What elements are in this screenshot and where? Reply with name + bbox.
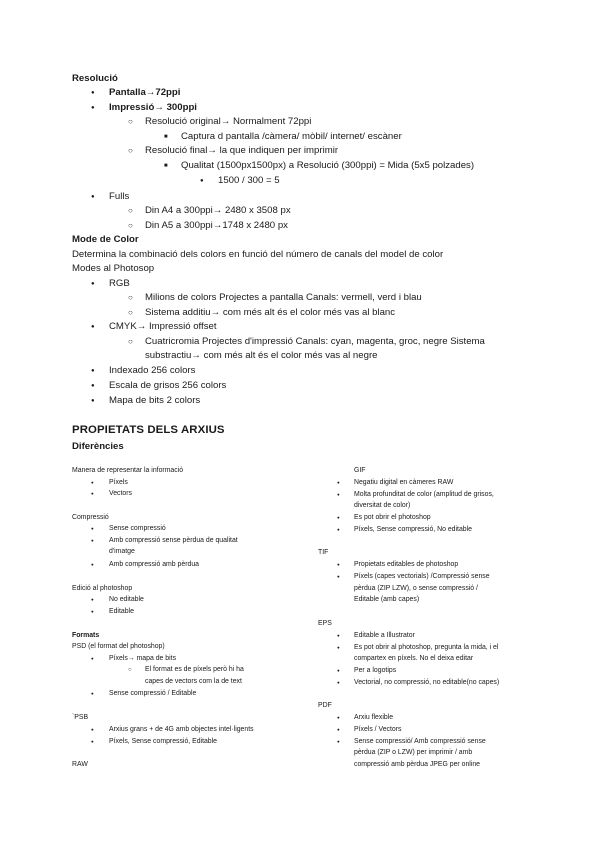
pdf-item-1: Arxiu flexible (354, 714, 394, 721)
calc-item: 1500 / 300 = 5 (218, 175, 280, 186)
bullet (91, 595, 94, 607)
bullet (91, 560, 94, 572)
edicio-label: Edició al photoshop (72, 585, 133, 592)
pdf-label: PDF (318, 702, 332, 709)
bullet (91, 725, 94, 737)
bullet (337, 631, 340, 643)
formats-heading: Formats (72, 632, 100, 639)
bullet (128, 291, 133, 306)
psb-item-2: Píxels, Sense compressió, Editable (109, 738, 218, 745)
bullet (337, 572, 340, 584)
tif-label: TIF (318, 549, 329, 556)
bullet (128, 144, 133, 159)
bullet (337, 478, 340, 490)
bullet (91, 86, 95, 101)
gif-item-2a: Molta profunditat de color (amplitud de grisos, (354, 491, 494, 498)
bullet (164, 159, 168, 174)
no-editable-item: No editable (109, 596, 144, 603)
final-item: Resolució final→ la que indiquen per imprimir (145, 145, 339, 156)
psd-pixels-item: Píxels→ mapa de bits (109, 655, 177, 662)
psd-sub-b: capes de vectors com la de text (145, 678, 242, 685)
indexado-item: Indexado 256 colors (109, 365, 196, 376)
propietats-title: PROPIETATS DELS ARXIUS (72, 424, 225, 436)
tif-item-2a: Píxels (capes vectorials) /Compressió sense (354, 573, 490, 580)
bullet (91, 394, 95, 409)
bullet (91, 379, 95, 394)
tif-item-2b: pèrdua (ZIP LZW), o sense compressió / (354, 585, 478, 592)
eps-item-4: Vectorial, no compressió, no editable(no capes) (354, 679, 500, 686)
bullet (337, 490, 340, 502)
pdf-item-3c: compressió amb pèrdua JPEG per online (354, 761, 481, 768)
eps-item-2a: Es pot obrir al photoshop, pregunta la mida, i el (354, 644, 499, 651)
bits-item: Mapa de bits 2 colors (109, 395, 201, 406)
bullet (91, 689, 94, 701)
bullet (337, 666, 340, 678)
amb-perdua-item: Amb compressió amb pèrdua (109, 561, 200, 568)
tif-item-1: Propietats editables de photoshop (354, 561, 459, 568)
tif-item-2c: Editable (amb capes) (354, 596, 420, 603)
pixels-item: Píxels (109, 479, 128, 486)
pantalla-item: Pantalla→72ppi (109, 87, 181, 98)
gif-item-3: Es pot obrir el photoshop (354, 514, 431, 521)
cmyk-desc-a: Cuatricromia Projectes d'impressió Canals: cyan, magenta, groc, negre Sistema (145, 336, 485, 347)
gif-label: GIF (354, 467, 366, 474)
cmyk-desc-b: substractiu→ com més alt és el color més vas al negre (145, 350, 378, 361)
pdf-item-2: Píxels / Vectors (354, 726, 402, 733)
psb-item-1: Arxius grans + de 4G amb objectes intel·ligents (109, 726, 254, 733)
bullet (200, 174, 204, 189)
bullet (128, 335, 133, 350)
diferencies-heading: Diferències (72, 441, 124, 452)
bullet (337, 525, 340, 537)
bullet (337, 713, 340, 725)
bullet (128, 306, 133, 321)
bullet (91, 478, 94, 490)
bullet (91, 364, 95, 379)
cmyk-item: CMYK→ Impressió offset (109, 321, 217, 332)
gif-item-4: Píxels, Sense compressió, No editable (354, 526, 472, 533)
grisos-item: Escala de grisos 256 colors (109, 380, 227, 391)
pdf-item-3b: pèrdua (ZIP o LZW) per imprimir / amb (354, 749, 473, 756)
rgb-item: RGB (109, 278, 130, 289)
bullet (91, 536, 94, 548)
bullet (91, 277, 95, 292)
bullet (164, 130, 168, 145)
bullet (91, 607, 94, 619)
pdf-item-3a: Sense compressió/ Amb compressió sense (354, 738, 486, 745)
mode-heading: Mode de Color (72, 234, 139, 245)
eps-item-2b: compartex en píxels. No el deixa editar (354, 655, 474, 662)
rgb-desc-1: Milions de colors Projectes a pantalla Canals: vermell, verd i blau (145, 292, 422, 303)
compressio-label: Compressió (72, 514, 109, 521)
gif-item-2b: diversitat de color) (354, 502, 411, 509)
fulls-item: Fulls (109, 191, 130, 202)
manera-label: Manera de representar la informació (72, 467, 184, 474)
eps-item-3: Per a logotips (354, 667, 397, 674)
mode-desc: Determina la combinació dels colors en funció del número de canals del model de color (72, 249, 444, 260)
qualitat-item: Qualitat (1500px1500px) a Resolució (300ppi) = Mida (5x5 polzades) (181, 160, 475, 171)
bullet (128, 115, 133, 130)
psd-label: PSD (el format del photoshop) (72, 643, 165, 650)
bullet (337, 725, 340, 737)
bullet (128, 204, 133, 219)
bullet (91, 524, 94, 536)
eps-item-1: Editable a Illustrator (354, 632, 415, 639)
raw-label: RAW (72, 761, 88, 768)
bullet (337, 737, 340, 749)
bullet (337, 678, 340, 690)
rgb-desc-2: Sistema additiu→ com més alt és el color més vas al blanc (145, 307, 396, 318)
modes-title: Modes al Photosop (72, 263, 155, 274)
bullet (91, 489, 94, 501)
bullet (128, 665, 132, 676)
captura-item: Captura d pantalla /càmera/ mòbil/ internet/ escàner (181, 131, 402, 142)
resolucio-heading: Resolució (72, 73, 118, 84)
bullet (337, 513, 340, 525)
eps-label: EPS (318, 620, 332, 627)
bullet (91, 654, 94, 666)
psd-sense-item: Sense compressió / Editable (109, 690, 197, 697)
bullet (91, 737, 94, 749)
bullet (128, 219, 133, 234)
a5-item: Din A5 a 300ppi→1748 x 2480 px (145, 220, 288, 231)
psd-sub-a: El format es de píxels però hi ha (145, 666, 244, 673)
editable-item: Editable (109, 608, 134, 615)
bullet (337, 643, 340, 655)
impressio-item: Impressió→ 300ppi (109, 102, 197, 113)
bullet (91, 320, 95, 335)
psb-label: `PSB (72, 714, 89, 721)
bullet (91, 190, 95, 205)
a4-item: Din A4 a 300ppi→ 2480 x 3508 px (145, 205, 291, 216)
vectors-item: Vectors (109, 490, 132, 497)
amb-sense-perdua-b: d'imatge (109, 548, 135, 555)
sense-item: Sense compressió (109, 525, 166, 532)
bullet (337, 560, 340, 572)
gif-item-1: Negatiu digital en càmeres RAW (354, 479, 454, 486)
amb-sense-perdua-a: Amb compressió sense pèrdua de qualitat (109, 537, 238, 544)
bullet (91, 101, 95, 116)
original-item: Resolució original→ Normalment 72ppi (145, 116, 312, 127)
